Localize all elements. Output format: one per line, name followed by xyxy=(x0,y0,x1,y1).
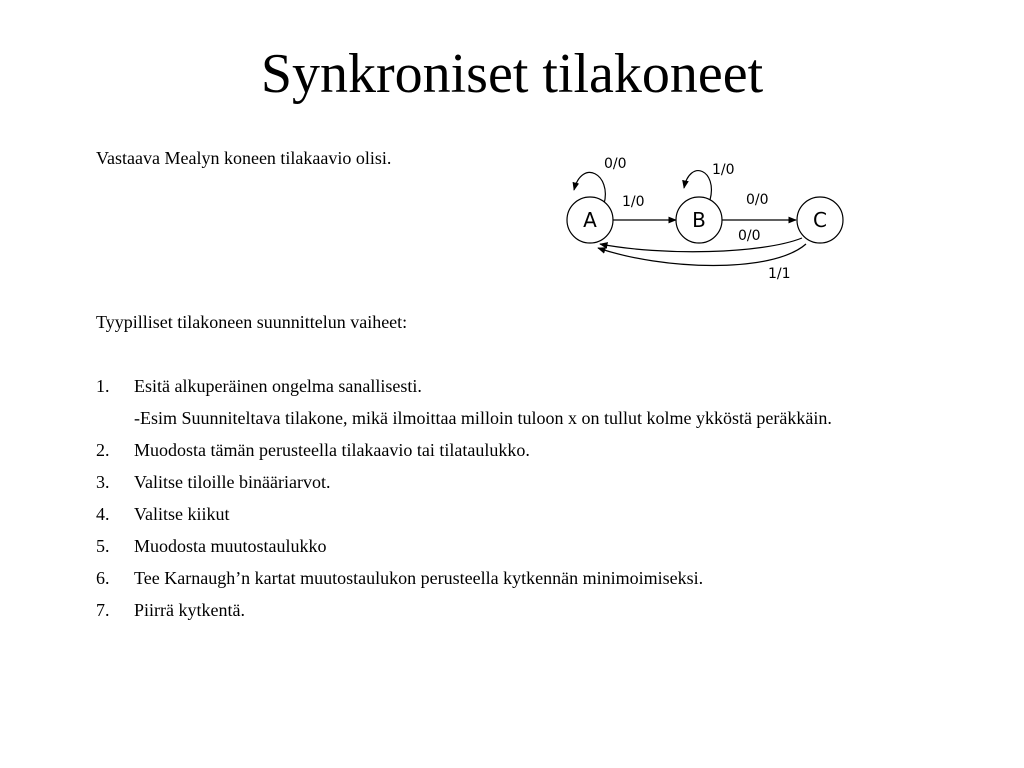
step-example: -Esim Suunniteltava tilakone, mikä ilmoittaa milloin tuloon x on tullut kolme ykköstä peräkkäin. xyxy=(134,408,832,428)
step-text: Valitse kiikut xyxy=(134,504,230,524)
step-number: 3. xyxy=(96,472,110,492)
self-loop-b xyxy=(684,171,711,200)
step-text: Muodosta muutostaulukko xyxy=(134,536,327,556)
step-number: 5. xyxy=(96,536,110,556)
label-a-b: 1/0 xyxy=(622,194,645,210)
label-c-a-upper: 0/0 xyxy=(738,228,761,244)
slide-title: Synkroniset tilakoneet xyxy=(260,43,764,105)
steps-heading: Tyypilliset tilakoneen suunnittelun vaiheet: xyxy=(96,312,408,332)
edge-c-a-lower xyxy=(598,244,806,266)
step-number: 2. xyxy=(96,440,110,460)
step-text: Piirrä kytkentä. xyxy=(134,600,245,620)
step-item xyxy=(96,534,956,558)
step-number: 4. xyxy=(96,504,110,524)
step-item xyxy=(96,566,956,590)
step-text: Valitse tiloille binääriarvot. xyxy=(134,472,331,492)
step-number: 6. xyxy=(96,568,110,588)
step-number: 7. xyxy=(96,600,110,620)
step-item xyxy=(96,598,956,622)
state-diagram xyxy=(552,146,852,286)
state-c-label: C xyxy=(813,208,827,232)
step-text: Esitä alkuperäinen ongelma sanallisesti. xyxy=(134,376,422,396)
step-item xyxy=(96,502,956,526)
state-a-label: A xyxy=(583,208,597,232)
label-a-self: 0/0 xyxy=(604,156,627,172)
label-b-self: 1/0 xyxy=(712,162,735,178)
step-item xyxy=(96,470,956,494)
step-item xyxy=(96,438,956,462)
step-text: Muodosta tämän perusteella tilakaavio tai tilataulukko. xyxy=(134,440,530,460)
steps-list xyxy=(96,374,956,630)
label-c-a-lower: 1/1 xyxy=(768,266,791,282)
intro-text: Vastaava Mealyn koneen tilakaavio olisi. xyxy=(96,148,392,168)
step-number: 1. xyxy=(96,376,110,396)
label-b-c: 0/0 xyxy=(746,192,769,208)
step-item xyxy=(96,374,956,430)
state-b-label: B xyxy=(692,208,706,232)
step-text: Tee Karnaugh’n kartat muutostaulukon perusteella kytkennän minimoimiseksi. xyxy=(134,568,704,588)
